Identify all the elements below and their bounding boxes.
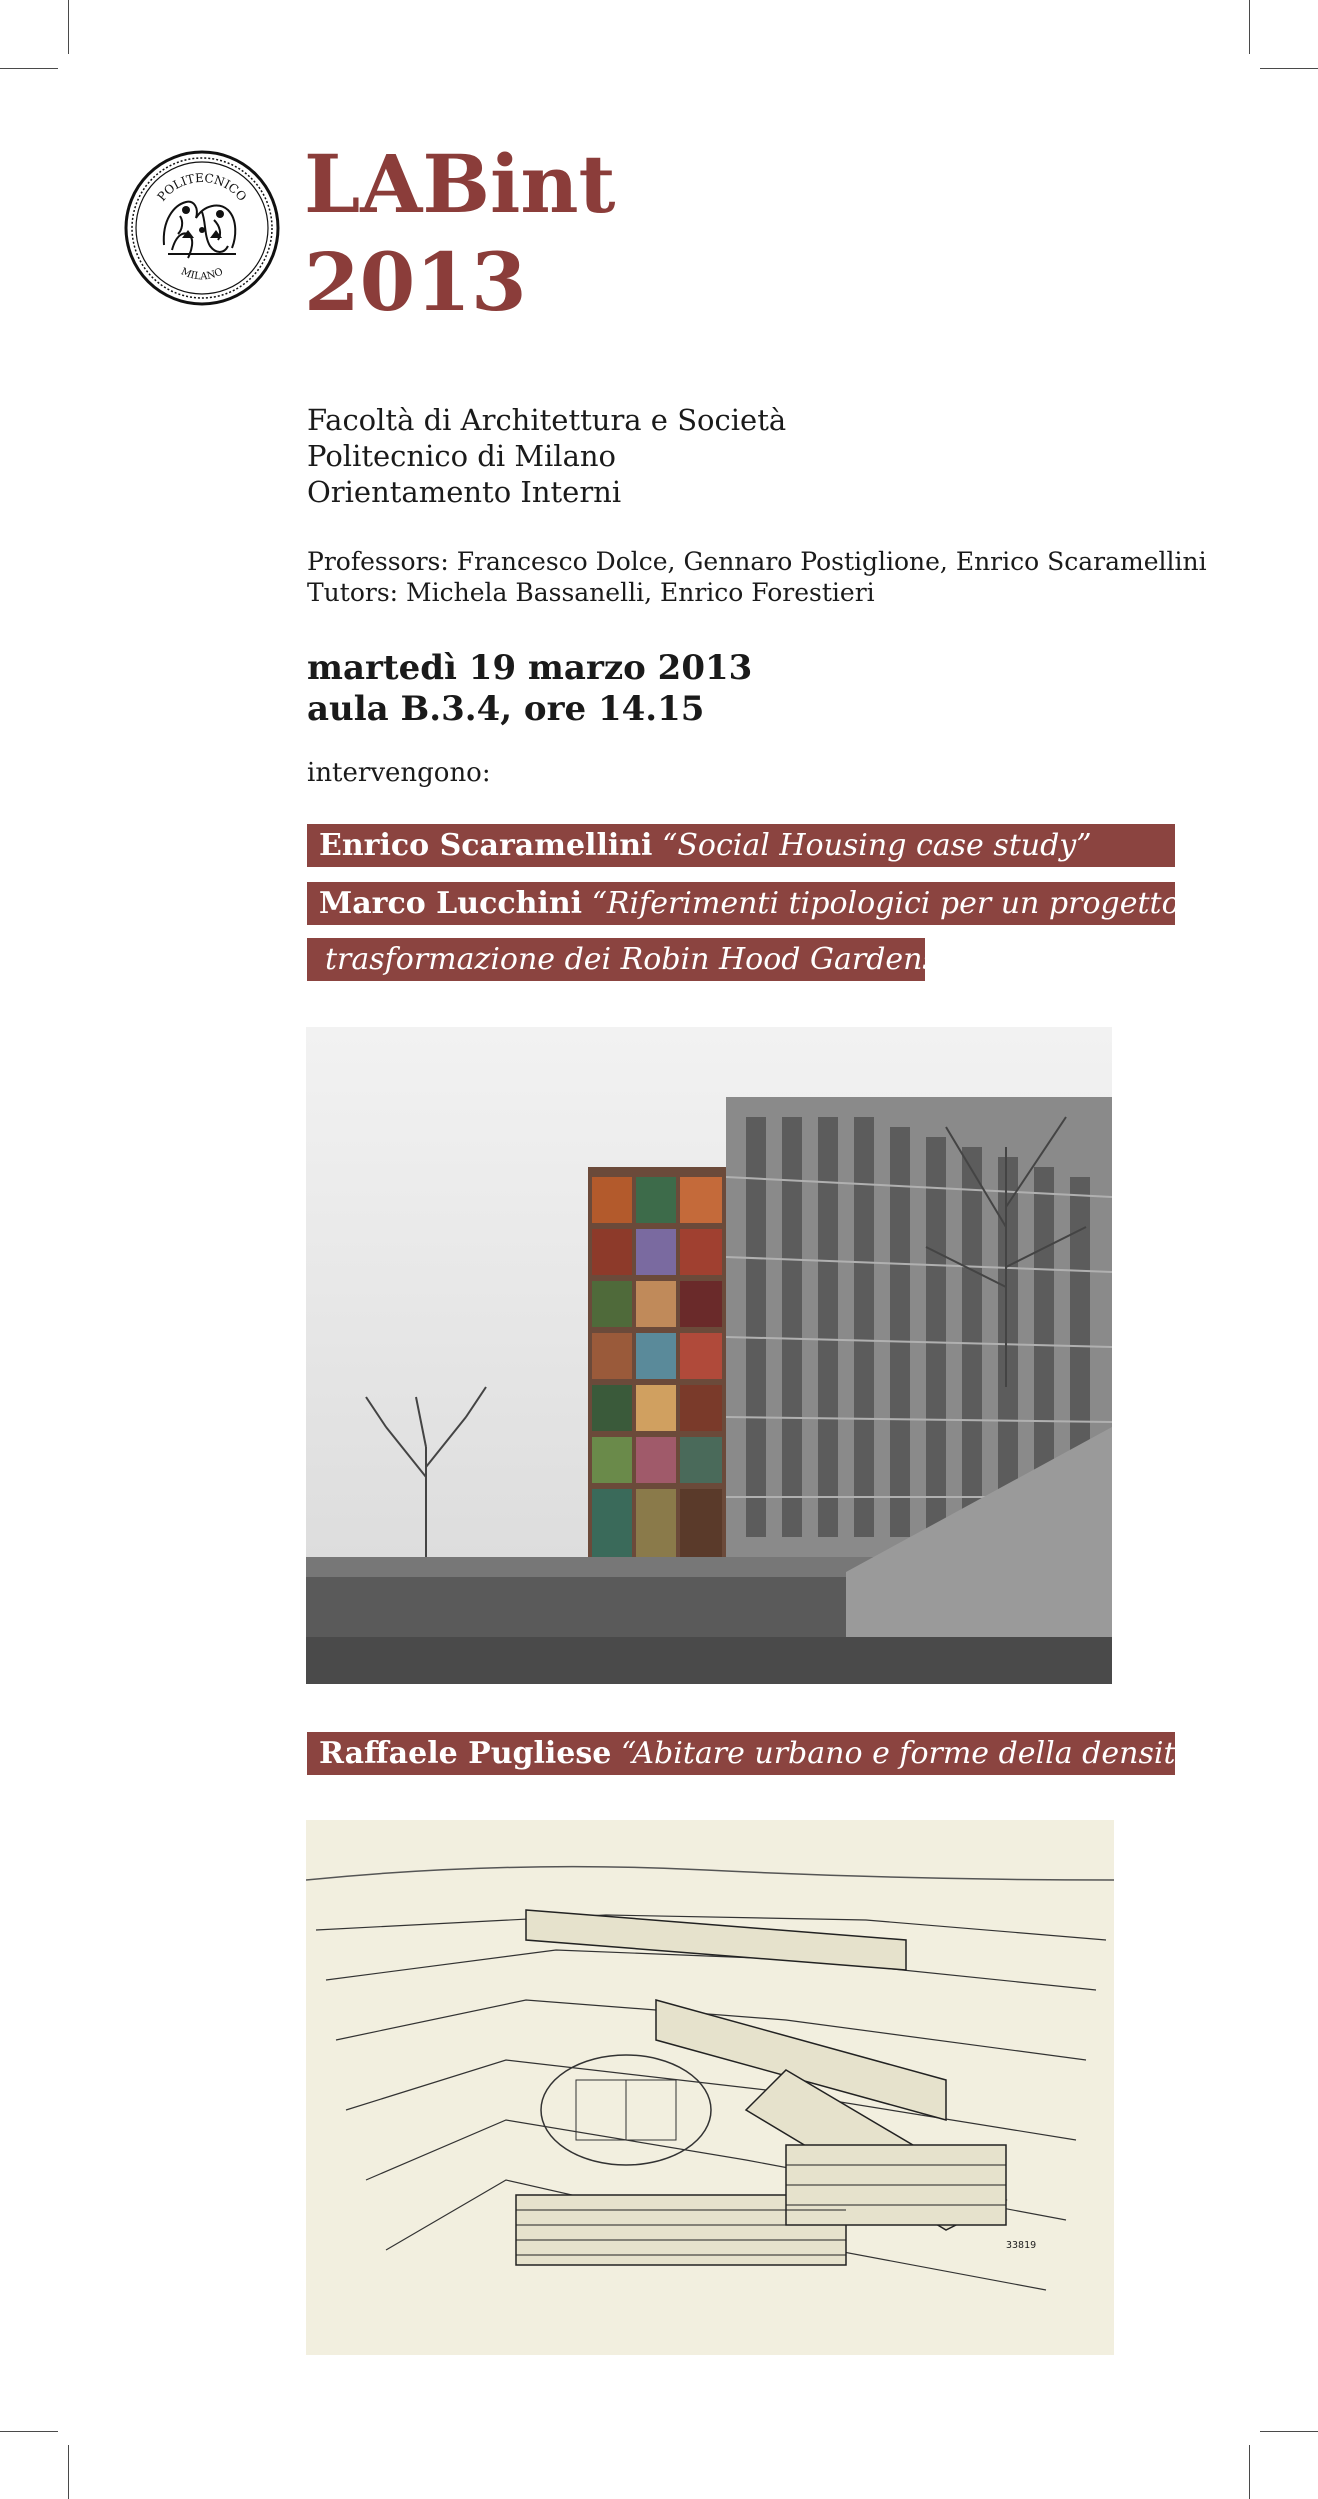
professors-line: Professors: Francesco Dolce, Gennaro Postiglione, Enrico Scaramellini [307, 547, 1207, 576]
orientation-line: Orientamento Interni [307, 475, 622, 509]
speaker-bar [307, 882, 1218, 925]
seal-bottom-text: MILANO [179, 266, 225, 283]
speakers-intro: intervengono: [307, 758, 491, 788]
speaker-name: Raffaele Pugliese [319, 1736, 612, 1771]
speaker-bar-continued [307, 938, 954, 981]
crop-mark [1249, 2445, 1250, 2499]
event-place-time: aula B.3.4, ore 14.15 [307, 689, 705, 729]
drawing-stamp: 33819 [1006, 2240, 1037, 2251]
university-line: Politecnico di Milano [307, 439, 617, 473]
urban-housing-drawing [306, 1820, 1114, 2355]
people-block [307, 546, 1207, 608]
robin-hood-gardens-photo [306, 1027, 1112, 1684]
event-block [307, 648, 752, 730]
talk-title: trasformazione dei Robin Hood Gardens” [325, 942, 954, 977]
crop-mark [68, 2445, 69, 2499]
talk-title: “Abitare urbano e forme della densità” [620, 1736, 1209, 1771]
talk-title: “Social Housing case study” [662, 828, 1092, 863]
crop-mark [0, 68, 58, 69]
page-title [304, 135, 615, 331]
speaker-bar [307, 1732, 1209, 1775]
faculty-line: Facoltà di Architettura e Società [307, 403, 787, 437]
talk-title: “Riferimenti tipologici per un progetto di [591, 886, 1218, 921]
crop-mark [0, 2431, 58, 2432]
speaker-name: Marco Lucchini [319, 886, 583, 921]
politecnico-seal-icon [124, 150, 280, 306]
title-line-1: LABint [304, 137, 616, 231]
crop-mark [1260, 68, 1318, 69]
crop-mark [68, 0, 69, 54]
title-line-2: 2013 [304, 235, 527, 329]
tutors-line: Tutors: Michela Bassanelli, Enrico Forestieri [307, 578, 875, 607]
speaker-name: Enrico Scaramellini [319, 828, 653, 863]
faculty-block [307, 402, 786, 510]
event-date: martedì 19 marzo 2013 [307, 648, 753, 688]
speaker-bar [307, 824, 1175, 867]
crop-mark [1249, 0, 1250, 54]
crop-mark [1260, 2431, 1318, 2432]
seal-top-text: POLITECNICO [154, 170, 250, 204]
